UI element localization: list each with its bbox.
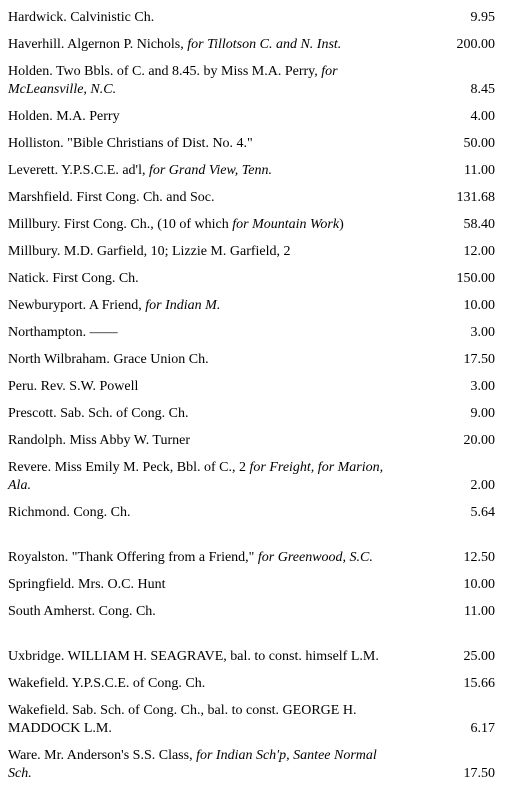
entry-description bbox=[0, 342, 405, 369]
donor-text: Leverett. Y.P.S.C.E. ad'l, bbox=[8, 163, 149, 178]
entry-amount: 58.40 bbox=[463, 217, 495, 232]
donor-text: Millbury. First Cong. Ch., (10 of which bbox=[8, 217, 233, 232]
donor-text: Marshfield. First Cong. Ch. and Soc. bbox=[8, 190, 215, 205]
donor-text: North Wilbraham. Grace Union Ch. bbox=[8, 352, 209, 367]
table-row bbox=[0, 423, 505, 450]
donor-text: Ware. Mr. Anderson's S.S. Class, bbox=[8, 748, 197, 763]
donor-text: ) bbox=[339, 217, 344, 232]
table-row bbox=[0, 153, 505, 180]
table-row bbox=[0, 207, 505, 234]
table-row bbox=[0, 621, 505, 666]
entry-amount: 25.00 bbox=[463, 649, 495, 664]
entry-description bbox=[0, 261, 405, 288]
entry-amount: 8.45 bbox=[470, 82, 495, 97]
entry-description bbox=[0, 522, 405, 567]
designation-text: for Tillotson C. and N. Inst. bbox=[187, 37, 342, 52]
donor-text: Uxbridge. WILLIAM H. SEAGRAVE, bal. to const. himself L.M. bbox=[8, 649, 379, 664]
entry-description bbox=[0, 621, 405, 666]
table-row bbox=[0, 0, 505, 27]
table-row bbox=[0, 666, 505, 693]
entry-amount: 2.00 bbox=[470, 478, 495, 493]
donor-text: Springfield. Mrs. O.C. Hunt bbox=[8, 577, 166, 592]
table-row bbox=[0, 567, 505, 594]
entry-amount: 11.00 bbox=[464, 163, 495, 178]
donor-text: South Amherst. Cong. Ch. bbox=[8, 604, 156, 619]
entry-description bbox=[0, 423, 405, 450]
entry-amount: 10.00 bbox=[463, 577, 495, 592]
table-row bbox=[0, 126, 505, 153]
table-row bbox=[0, 594, 505, 621]
entry-amount: 10.00 bbox=[463, 298, 495, 313]
donor-text: Peru. Rev. S.W. Powell bbox=[8, 379, 139, 394]
entry-amount: 9.00 bbox=[470, 406, 495, 421]
donor-text: Richmond. Cong. Ch. bbox=[8, 505, 131, 520]
entry-description bbox=[0, 27, 405, 54]
entry-amount: 50.00 bbox=[463, 136, 495, 151]
entry-description bbox=[0, 738, 405, 783]
table-row bbox=[0, 495, 505, 522]
entry-description bbox=[0, 594, 405, 621]
table-row bbox=[0, 27, 505, 54]
entry-amount: 131.68 bbox=[456, 190, 495, 205]
table-row bbox=[0, 522, 505, 567]
entry-description bbox=[0, 666, 405, 693]
designation-text: for Greenwood, S.C. bbox=[257, 550, 373, 565]
donor-text: Wakefield. Sab. Sch. of Cong. Ch., bal. to const. GEORGE H. MADDOCK L.M. bbox=[8, 703, 357, 736]
designation-text: for McLeansville, N.C. bbox=[8, 64, 338, 97]
designation-text: for Grand View, Tenn. bbox=[148, 163, 272, 178]
table-row bbox=[0, 342, 505, 369]
entry-amount: 12.50 bbox=[463, 550, 495, 565]
donor-text: Randolph. Miss Abby W. Turner bbox=[8, 433, 191, 448]
donor-text: Newburyport. A Friend, bbox=[8, 298, 146, 313]
entry-amount: 17.50 bbox=[463, 766, 495, 781]
entry-description bbox=[0, 54, 405, 99]
donor-text: Northampton. —— bbox=[8, 325, 118, 340]
entry-description bbox=[0, 495, 405, 522]
donor-text: Prescott. Sab. Sch. of Cong. Ch. bbox=[8, 406, 189, 421]
donor-text: Royalston. "Thank Offering from a Friend," bbox=[8, 550, 258, 565]
entry-amount: 20.00 bbox=[463, 433, 495, 448]
table-row bbox=[0, 180, 505, 207]
entry-amount: 3.00 bbox=[470, 379, 495, 394]
entry-amount: 200.00 bbox=[456, 37, 495, 52]
table-row bbox=[0, 450, 505, 495]
designation-text: for Indian M. bbox=[145, 298, 221, 313]
entry-amount: 15.66 bbox=[463, 676, 495, 691]
table-row bbox=[0, 738, 505, 783]
entry-description bbox=[0, 0, 405, 27]
entry-amount: 6.17 bbox=[470, 721, 495, 736]
donor-text: Hardwick. Calvinistic Ch. bbox=[8, 10, 155, 25]
designation-text: for Mountain Work bbox=[232, 217, 340, 232]
table-row bbox=[0, 99, 505, 126]
table-row bbox=[0, 261, 505, 288]
entry-amount: 150.00 bbox=[456, 271, 495, 286]
entry-description bbox=[0, 126, 405, 153]
table-row bbox=[0, 54, 505, 99]
table-row bbox=[0, 288, 505, 315]
entry-description bbox=[0, 315, 405, 342]
table-row bbox=[0, 693, 505, 738]
table-row bbox=[0, 369, 505, 396]
donor-text: Holden. M.A. Perry bbox=[8, 109, 120, 124]
donor-text: Haverhill. Algernon P. Nichols, bbox=[8, 37, 188, 52]
table-row bbox=[0, 396, 505, 423]
donor-text: Revere. Miss Emily M. Peck, Bbl. of C., 2 bbox=[8, 460, 250, 475]
donor-text: Holden. Two Bbls. of C. and 8.45. by Miss M.A. Perry, bbox=[8, 64, 322, 79]
donor-text: Holliston. "Bible Christians of Dist. No. 4." bbox=[8, 136, 253, 151]
entry-description bbox=[0, 288, 405, 315]
entry-description bbox=[0, 153, 405, 180]
donor-text: Natick. First Cong. Ch. bbox=[8, 271, 139, 286]
entry-description bbox=[0, 180, 405, 207]
entry-description bbox=[0, 396, 405, 423]
entry-description bbox=[0, 369, 405, 396]
designation-text: for Indian Sch'p, Santee Normal Sch. bbox=[8, 748, 377, 781]
designation-text: for Freight, for Marion, Ala. bbox=[8, 460, 384, 493]
entry-description bbox=[0, 567, 405, 594]
entry-amount: 17.50 bbox=[463, 352, 495, 367]
entry-amount: 9.95 bbox=[470, 10, 495, 25]
entry-description bbox=[0, 234, 405, 261]
entry-amount: 12.00 bbox=[463, 244, 495, 259]
entry-amount: 4.00 bbox=[470, 109, 495, 124]
entry-description bbox=[0, 207, 405, 234]
entry-amount: 3.00 bbox=[470, 325, 495, 340]
table-row bbox=[0, 234, 505, 261]
entry-description bbox=[0, 693, 405, 738]
entry-amount: 5.64 bbox=[470, 505, 495, 520]
entry-description bbox=[0, 99, 405, 126]
table-row bbox=[0, 315, 505, 342]
donor-text: Millbury. M.D. Garfield, 10; Lizzie M. Garfield, 2 bbox=[8, 244, 291, 259]
entry-amount: 11.00 bbox=[464, 604, 495, 619]
donor-text: Wakefield. Y.P.S.C.E. of Cong. Ch. bbox=[8, 676, 206, 691]
entry-description bbox=[0, 450, 405, 495]
